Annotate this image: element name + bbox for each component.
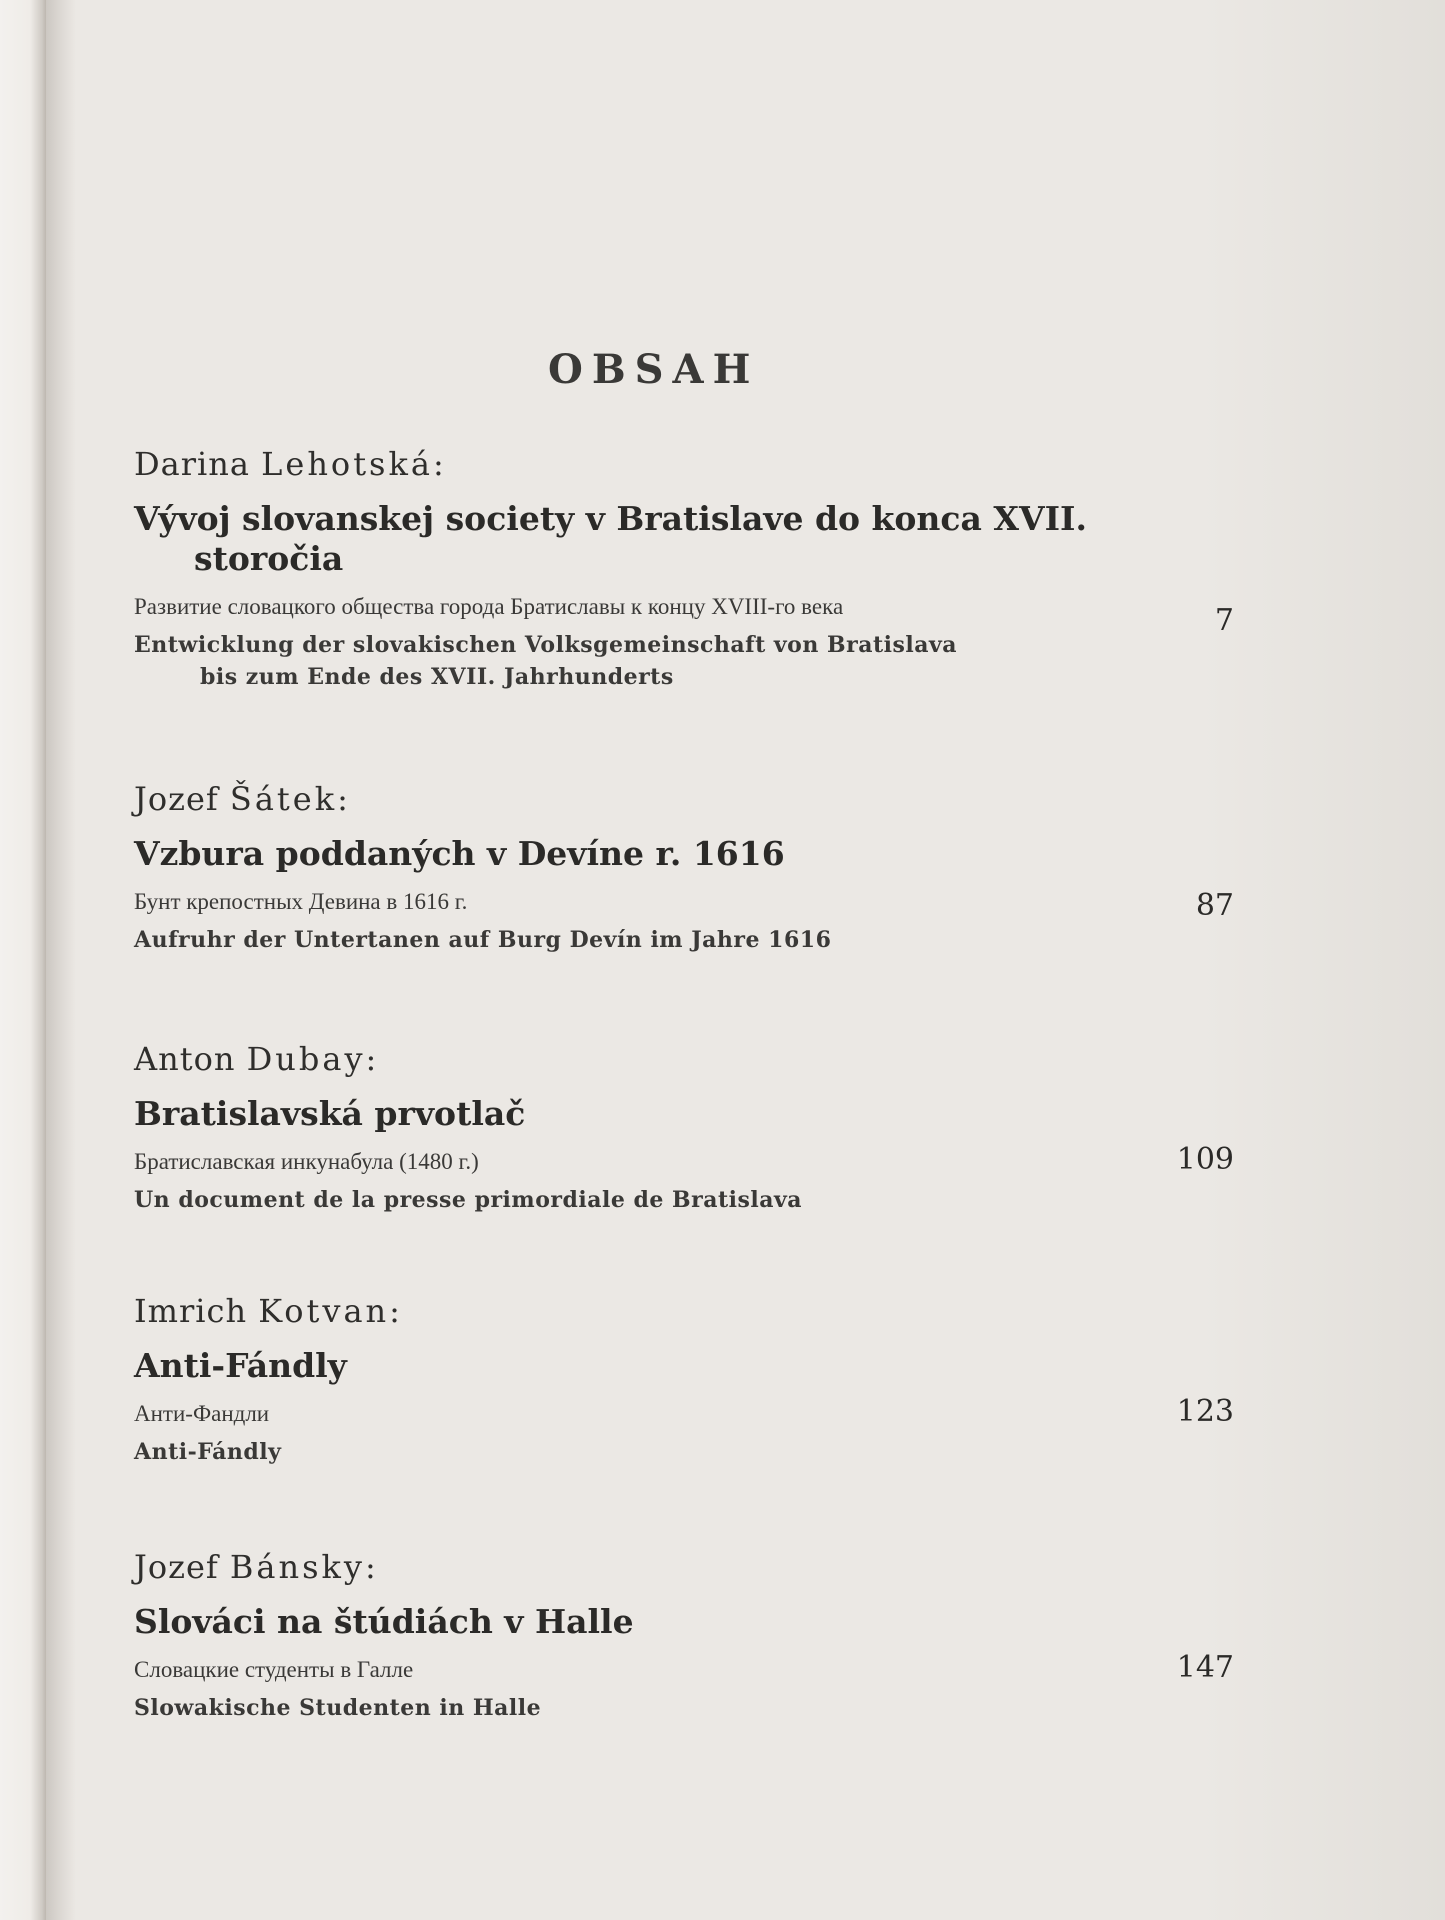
contents-heading: OBSAH <box>548 346 760 393</box>
toc-entry <box>134 1040 1234 1216</box>
toc-entry <box>134 1292 1234 1468</box>
spine-shadow <box>46 0 76 1920</box>
author-surname: Bánsky: <box>229 1548 379 1586</box>
german-title <box>134 1692 1234 1724</box>
article-title-line1: Slováci na štúdiách v Halle <box>134 1602 634 1641</box>
article-title-line1: Anti-Fándly <box>134 1346 347 1385</box>
author-name <box>134 445 1234 483</box>
author-surname: Šátek: <box>229 780 351 818</box>
article-title <box>134 499 1234 579</box>
article-title-line1: Bratislavská prvotlač <box>134 1094 526 1133</box>
book-spine <box>0 0 46 1920</box>
german-title <box>134 1436 1234 1468</box>
author-name <box>134 780 1234 818</box>
author-first-name: Jozef <box>134 1548 219 1586</box>
german-title <box>134 924 1234 956</box>
toc-entry <box>134 780 1234 956</box>
toc-entry <box>134 1548 1234 1724</box>
page-number: 7 <box>1214 603 1234 638</box>
article-title-line2: storočia <box>194 539 344 578</box>
author-first-name: Darina <box>134 445 250 483</box>
article-title-line1: Vzbura poddaných v Devíne r. 1616 <box>134 834 785 873</box>
author-first-name: Jozef <box>134 780 219 818</box>
german-title-line1: Slowakische Studenten in Halle <box>134 1695 542 1721</box>
author-name <box>134 1292 1234 1330</box>
german-title <box>134 629 1234 693</box>
article-title <box>134 834 1234 874</box>
russian-title: Бунт крепостных Девина в 1616 г. <box>134 889 468 914</box>
page-number: 147 <box>1176 1650 1234 1685</box>
author-first-name: Imrich <box>134 1292 248 1330</box>
russian-title: Анти-Фандли <box>134 1401 270 1426</box>
page-number: 109 <box>1176 1142 1234 1177</box>
german-title-line2: bis zum Ende des XVII. Jahrhunderts <box>200 664 674 690</box>
article-title <box>134 1094 1234 1134</box>
author-surname: Dubay: <box>246 1040 380 1078</box>
author-name <box>134 1040 1234 1078</box>
german-title-line1: Anti-Fándly <box>134 1439 282 1465</box>
german-title-line1: Aufruhr der Untertanen auf Burg Devín im Jahre 1616 <box>134 927 832 953</box>
toc-entry <box>134 445 1234 693</box>
author-first-name: Anton <box>134 1040 236 1078</box>
german-title-line1: Un document de la presse primordiale de Bratislava <box>134 1187 803 1213</box>
author-name <box>134 1548 1234 1586</box>
german-title <box>134 1184 1234 1216</box>
article-title <box>134 1346 1234 1386</box>
author-surname: Kotvan: <box>258 1292 403 1330</box>
russian-title: Развитие словацкого общества города Братиславы к концу XVIII-го века <box>134 594 844 619</box>
page-number: 123 <box>1176 1394 1234 1429</box>
german-title-line1: Entwicklung der slovakischen Volksgemeinschaft von Bratislava <box>134 632 958 658</box>
article-title <box>134 1602 1234 1642</box>
russian-title: Братиславская инкунабула (1480 г.) <box>134 1149 479 1174</box>
article-title-line1: Vývoj slovanskej society v Bratislave do konca XVII. <box>134 499 1087 538</box>
page-number: 87 <box>1195 888 1234 923</box>
author-surname: Lehotská: <box>261 445 447 483</box>
russian-title: Словацкие студенты в Галле <box>134 1657 414 1682</box>
